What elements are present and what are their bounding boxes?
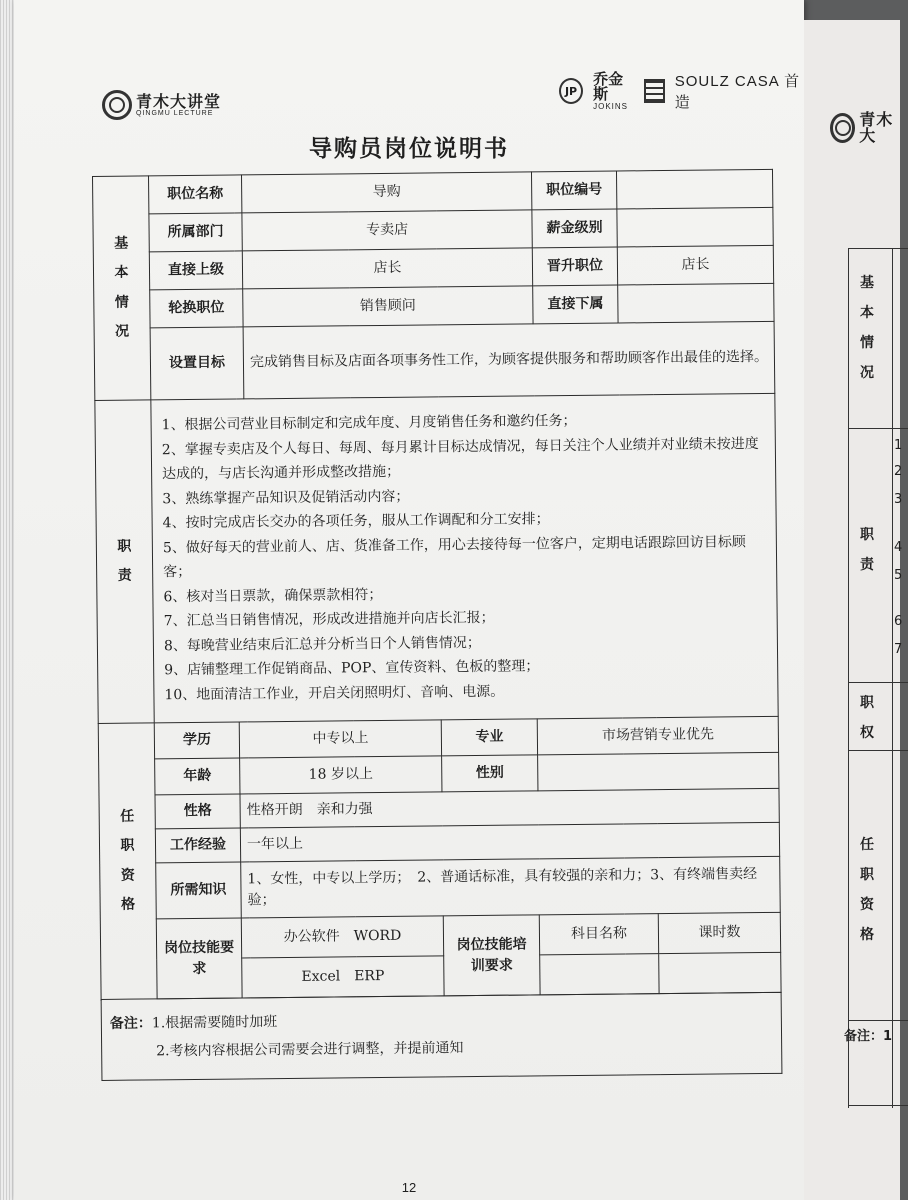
next-page-rule bbox=[848, 248, 908, 249]
basic-section-label: 基本情况 bbox=[93, 176, 151, 401]
qingmu-logo-subtext: QINGMU LECTURE bbox=[136, 109, 214, 117]
duties-list bbox=[157, 397, 771, 719]
personality-label: 性格 bbox=[155, 794, 240, 829]
basic-value: 店长 bbox=[617, 245, 773, 285]
next-page-logo bbox=[830, 112, 900, 144]
duty-item: 10、地面清洁工作业，开启关闭照明灯、音响、电源。 bbox=[164, 683, 505, 703]
soulz-casa-logo-icon bbox=[644, 79, 664, 103]
jokins-logo-en: JOKINS bbox=[593, 101, 629, 111]
brand-logos bbox=[559, 70, 804, 112]
basic-label: 直接上级 bbox=[149, 251, 242, 290]
age-value: 18 岁以上 bbox=[240, 756, 442, 794]
basic-label: 职位编号 bbox=[532, 171, 617, 210]
notes-text-1: 1.根据需要随时加班 bbox=[151, 1014, 278, 1032]
next-page-partial bbox=[804, 20, 903, 1200]
training-hours-empty bbox=[659, 952, 781, 993]
qingmu-logo bbox=[102, 90, 221, 120]
basic-label: 所属部门 bbox=[149, 213, 242, 252]
duties-cell bbox=[151, 393, 778, 723]
next-page-notes: 备注：1 bbox=[844, 1029, 893, 1044]
job-description-form bbox=[92, 169, 781, 1081]
qingmu-logo-icon bbox=[102, 90, 132, 120]
next-page-rule bbox=[848, 750, 908, 751]
jokins-logo-cn: 乔金斯 bbox=[593, 69, 624, 103]
next-page-rule bbox=[848, 1105, 908, 1106]
experience-label: 工作经验 bbox=[155, 828, 240, 863]
next-page-logo-icon bbox=[830, 113, 855, 143]
major-value: 市场营销专业优先 bbox=[537, 716, 778, 755]
basic-label: 薪金级别 bbox=[532, 209, 617, 248]
basic-label: 晋升职位 bbox=[532, 247, 617, 286]
next-page-duties-label: 职责 bbox=[860, 527, 874, 573]
document-title: 导购员岗位说明书 bbox=[309, 136, 509, 162]
qingmu-logo-text: 青木大讲堂 bbox=[136, 91, 222, 111]
skill-line-2: Excel ERP bbox=[242, 956, 444, 998]
goal-row bbox=[94, 321, 775, 400]
duty-item: 5、做好每天的营业前人、店、货准备工作，用心去接待每一位客户，定期电话跟踪回访目标顾客； bbox=[162, 533, 746, 581]
training-col-hours: 课时数 bbox=[658, 912, 780, 953]
notes-cell bbox=[101, 992, 782, 1080]
next-page-duty-number: 6 bbox=[894, 614, 903, 629]
page-number: 12 bbox=[401, 1180, 417, 1195]
basic-value: 销售顾问 bbox=[243, 286, 533, 327]
next-page-duty-number: 2 bbox=[894, 464, 903, 479]
basic-value: 导购 bbox=[241, 172, 531, 213]
skill-label: 岗位技能要求 bbox=[156, 918, 242, 999]
qualifications-section-label: 任职资格 bbox=[98, 723, 157, 1000]
next-page-duty-number: 3 bbox=[894, 492, 903, 507]
basic-value bbox=[617, 207, 773, 247]
next-page-rule bbox=[848, 1020, 908, 1021]
gender-value bbox=[538, 752, 779, 791]
duty-item: 1、根据公司营业目标制定和完成年度、月度销售任务和邀约任务； bbox=[161, 412, 577, 434]
basic-value bbox=[617, 169, 773, 209]
qual-row-knowledge bbox=[100, 856, 781, 919]
next-page-rule bbox=[848, 682, 908, 683]
skill-line-1: 办公软件 WORD bbox=[241, 916, 443, 958]
qual-row-skills-1 bbox=[100, 912, 780, 959]
duty-item: 8、每晚营业结束后汇总并分析当日个人销售情况； bbox=[163, 634, 481, 654]
basic-value: 专卖店 bbox=[242, 210, 532, 251]
duty-item: 4、按时完成店长交办的各项任务，服从工作调配和分工安排； bbox=[162, 511, 550, 532]
duty-item: 2、掌握专卖店及个人每日、每周、每月累计目标达成情况，每日关注个人业绩并对业绩未按进度达成的，与店长沟通并形成整改措施； bbox=[161, 435, 759, 483]
training-label: 岗位技能培训要求 bbox=[443, 915, 540, 996]
next-page-basic-label: 基本情况 bbox=[860, 275, 874, 381]
jokins-logo-icon: JP bbox=[559, 78, 583, 104]
next-page-table-border bbox=[848, 248, 849, 1108]
gender-label: 性别 bbox=[442, 755, 538, 792]
notes-label: 备注： bbox=[109, 1015, 152, 1032]
next-page-qualifications-label: 任职资格 bbox=[860, 837, 874, 943]
next-page-duty-number: 1 bbox=[894, 438, 903, 453]
basic-value bbox=[618, 283, 774, 323]
knowledge-value: 1、女性，中专以上学历； 2、普通话标准，具有较强的亲和力；3、有终端售卖经验； bbox=[241, 856, 781, 918]
duties-row bbox=[95, 393, 778, 723]
next-page-rule bbox=[848, 428, 908, 429]
experience-value: 一年以上 bbox=[240, 822, 779, 862]
next-page-duty-number: 7 bbox=[894, 642, 903, 657]
next-page-table-border-2 bbox=[892, 248, 893, 1108]
age-label: 年龄 bbox=[155, 758, 240, 795]
next-page-duty-number: 5 bbox=[894, 568, 903, 583]
jokins-logo bbox=[593, 69, 634, 111]
major-label: 专业 bbox=[441, 719, 537, 756]
notes-text-2: 2.考核内容根据公司需要会进行调整，并提前通知 bbox=[156, 1040, 464, 1060]
basic-label: 职位名称 bbox=[149, 175, 242, 214]
basic-value: 店长 bbox=[242, 248, 532, 289]
basic-label: 直接下属 bbox=[533, 285, 618, 324]
education-label: 学历 bbox=[154, 722, 239, 759]
knowledge-label: 所需知识 bbox=[156, 862, 242, 919]
duty-item: 7、汇总当日销售情况，形成改进措施并向店长汇报； bbox=[163, 609, 495, 630]
education-value: 中专以上 bbox=[239, 720, 441, 758]
soulz-casa-logo-text: SOULZ CASA 首造 bbox=[674, 73, 801, 111]
duty-item: 3、熟练掌握产品知识及促销活动内容； bbox=[162, 488, 410, 507]
duty-item: 6、核对当日票款，确保票款相符； bbox=[163, 586, 383, 605]
next-page-authority-label: 职权 bbox=[860, 695, 874, 741]
next-page-duty-number: 4 bbox=[894, 540, 903, 555]
duty-item: 9、店铺整理工作促销商品、POP、宣传资料、色板的整理； bbox=[164, 658, 540, 679]
next-page-logo-text: 青木大 bbox=[859, 110, 894, 145]
training-subject-empty bbox=[540, 954, 659, 995]
personality-value: 性格开朗 亲和力强 bbox=[240, 788, 779, 828]
training-col-subject: 科目名称 bbox=[539, 914, 658, 955]
notes-row bbox=[101, 992, 782, 1080]
form-table bbox=[92, 169, 782, 1081]
goal-label: 设置目标 bbox=[150, 327, 244, 400]
basic-label: 轮换职位 bbox=[150, 289, 243, 328]
goal-text: 完成销售目标及店面各项事务性工作，为顾客提供服务和帮助顾客作出最佳的选择。 bbox=[243, 321, 775, 399]
document-page bbox=[14, 0, 804, 1200]
duties-section-label: 职责 bbox=[95, 400, 154, 724]
